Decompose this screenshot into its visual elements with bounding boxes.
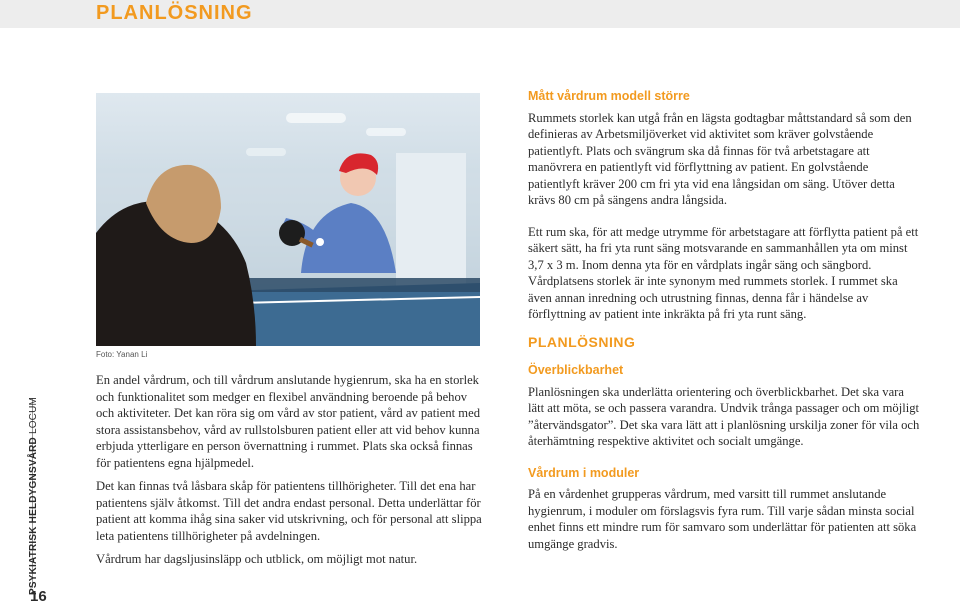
photo-illustration [96,93,480,346]
left-column [96,372,482,575]
right-column [528,88,920,559]
photo-caption: Foto: Yanan Li [96,350,148,359]
paragraph-overblickbarhet: Planlösningen ska underlätta orientering och överblickbarhet. Det ska vara lätt att möta, se och passera varandra. Undvik trånga passager och om möjligt ”återvändsgator”. Det ska vara lätt att i planlösning urskilja zoner för vila och återhämtning respektive aktivitet och socialt umgänge. [528,384,920,448]
left-paragraph: Det kan finnas två låsbara skåp för patientens tillhörigheter. Till det ena har patientens själv åtkomst. Till det andra endast personal. Detta underlättar för patient att komma ihåg sina saker vid utskrivning, och för personal att slippa leta patientens tillhörigheter på avdelningen. [96,479,482,543]
paragraph-vardrum-moduler: På en vårdenhet grupperas vårdrum, med varsitt till rummet anslutande hygienrum, i moduler om förslagsvis fyra rum. Till varje sådan minsta social enhet finns ett mindre rum för samvaro som underlättar för patienten att söka umgänge gradvis. [528,487,917,551]
left-paragraph: Vårdrum har dagsljusinsläpp och utblick, om möjligt mot natur. [96,552,418,566]
paragraph-matt-1: Rummets storlek kan utgå från en lägsta godtagbar måttstandard så som den definieras av Arbetsmiljöverket vid aktivitet som kräver golvstående patientlyft. Plats och svängrum ska då finnas för två arbetstagare att manövrera en patientlyft vid förflyttning av patient. En golvstående patientlyft kräver 200 cm fri yta vid ena långsidan om säng. Utöver detta krävs 80 cm på sängens andra långsida. [528,110,912,207]
left-paragraph: En andel vårdrum, och till vårdrum anslutande hygienrum, ska ha en storlek och funktionalitet som medger en flexibel användning beroende på behov och aktiviteter. Det kan röra sig om vård av stor patient, vård av patient med stora assistansbehov, vård av rullstolsburen patient eller att vid behov kunna erbjuda ytterligare en person övernattning i rummet. Plats ska också finnas för patientens egna hjälpmedel. [96,373,480,470]
photo-table-tennis [96,93,480,346]
heading-vardrum-moduler: Vårdrum i moduler [528,465,640,480]
section-title: PLANLÖSNING [96,2,253,24]
sidebar-label-regular: LOCUM [28,396,39,438]
heading-matt-vardrum: Mått vårdrum modell större [528,89,690,103]
heading-planlosning: PLANLÖSNING [528,333,636,350]
sidebar-publication-label [28,395,39,595]
page-number: 16 [30,588,47,605]
paragraph-matt-2: Ett rum ska, för att medge utrymme för arbetstagare att förflytta patient på ett säkert sätt, ha fri yta runt säng motsvarande en sammanhållen yta om minst 3,7 x 3 m. Inom denna yta för en vårdplats ingår säng och sängbord. Vårdplatsens storlek är inte synonym med rummets storlek. I rummet ska även annan inredning och utrustning finnas, denna får i händelse av förflyttning av patient inte inkräkta på fri yta runt säng. [528,224,919,321]
heading-overblickbarhet: Överblickbarhet [528,363,624,377]
sidebar-label-bold: PSYKIATRISK HELDYGNSVÅRD [28,437,39,595]
